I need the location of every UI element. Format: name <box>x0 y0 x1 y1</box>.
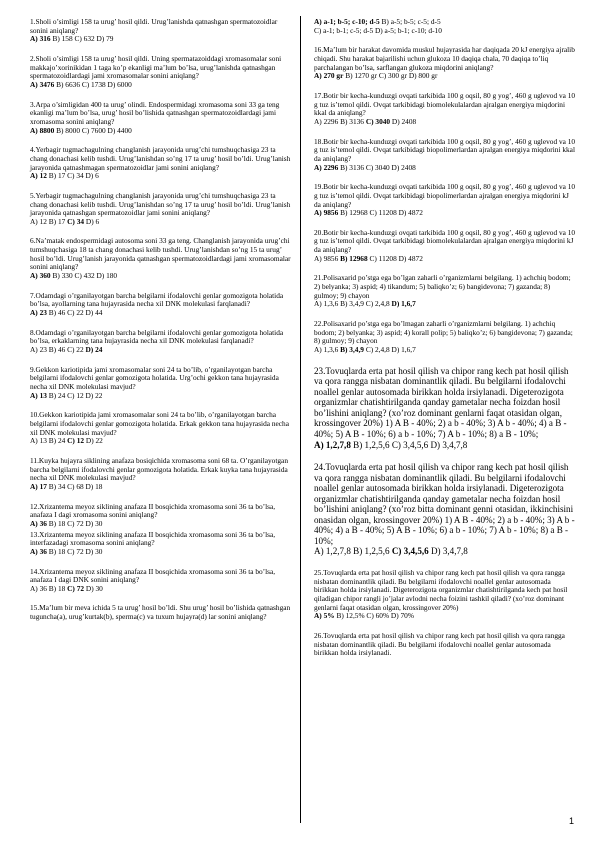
correct-answer: B) 12968 <box>340 253 368 263</box>
answer-option-text: A) 1,2,7,8 B) 1,2,5,6 <box>314 546 392 557</box>
correct-answer: D) 1,6,7 <box>391 299 416 309</box>
question-block <box>314 320 576 355</box>
answer-option-text: B) 8000 C) 7600 D) 4400 <box>54 125 132 135</box>
answer-option-text: A) 2296 B) 3136 <box>314 116 366 126</box>
answer-option-text: A) 9856 <box>314 253 341 263</box>
question-text: 24.Tovuqlarda erta pat hosil qilish va chipor rang kech pat hosil qilish va qora rangga nisbatan dominantlik qiladi. Bu belgilarni ifodalovchi noallel genlar autosomada birikkan holda irsiylanadi. Digeterozigota organizmlar chatishtirilganda qanday gametalar necha foizdan hosil bo’lishini aniqlang? (xo’roz bitta dominant genni otasidan, ikkinchisini onasidan olgan, krossingover 20%) 1) A B - 40%; 2) a b - 40%; 3) A b - 40%; 4) a B - 40%; 5) A B - 10%; 6) a b - 10%; 7) A b - 10%; 8) a B - 10%; <box>314 462 575 546</box>
correct-answer: A) 9856 <box>314 208 339 218</box>
question-text: 16.Ma’lum bir harakat davomida muskul hujayrasida har daqiqada 20 kJ energiya ajralib chiqadi. Shu harakat bajarilishi uchun glukoza 10 daqiqa chala, 70 daqiqa to’liq parchalangan bo’lsa, sarflangan glukoza miqdorini aniqlang? <box>314 45 575 72</box>
correct-answer: B) 3,4,9 <box>340 345 364 355</box>
question-text: 12.Xrizantema meyoz siklining anafaza II bosqichida xromasoma soni 36 ta bo’lsa, anafaza I dagi xromasoma sonini aniqlang? <box>30 501 276 520</box>
page-number: 1 <box>568 816 574 826</box>
question-block <box>30 568 292 594</box>
answer-option-text: B) 6636 C) 1738 D) 6000 <box>54 79 132 89</box>
answer-options <box>30 392 292 401</box>
answer-option-text: B) 18 C) 72 D) 30 <box>46 518 103 528</box>
answer-option-text: B) 3136 C) 3040 D) 2408 <box>338 162 416 172</box>
answer-option-text: A) 1,3,6 <box>314 345 341 355</box>
question-block <box>314 569 576 621</box>
correct-answer: A) 36 <box>30 518 47 528</box>
answer-option-text: B) 24 C) 12 D) 22 <box>46 390 103 400</box>
question-text: 13.Xrizantema meyoz siklining anafaza II bosqichida xromasoma soni 36 ta bo’lsa, interfazadagi xromasoma sonini aniqlang? <box>30 529 276 548</box>
answer-options <box>314 255 576 264</box>
question-text: 23.Tovuqlarda erta pat hosil qilish va chipor rang kech pat hosil qilish va qora rangga nisbatan dominantlik qiladi. Bu belgilarni ifodalovchi noallel genlar autosomada birikkan holda irsiylanadi. Digeterozigota organizmlar chatishtirilganda qanday gametalar necha foizdan hosil bo’lishini aniqlang? (xo’roz dominant genlarni faqat otasidan olgan, krossingover 20%) 1) A B - 40%; 2) a b - 40%; 3) A b - 40%; 4) a B - 40%; 5) A B - 10%; 6) a b - 10%; 7) A b - 10%; 8) a B - 10%; <box>314 365 569 439</box>
question-text: 17.Botir bir kecha-kunduzgi ovqati tarkibida 100 g oqsil, 80 g yog’, 460 g uglevod va 10 g tuz is’temol qildi. Ovqat tarkibidagi biomolekulalardan ajralgan energiya miqdorini kkal da aniqlang? <box>314 90 576 118</box>
correct-answer: A) 17 <box>30 481 47 491</box>
answer-options <box>30 483 292 492</box>
correct-answer: C) 72 <box>67 583 85 593</box>
correct-answer: A) 3476 <box>30 79 55 89</box>
question-text: 5.Yerbagir tugmachagulning changlanish jarayonida urug’chi tumshuqchasiga 23 ta chang donachasi kelib tushdi. Urug’lanishdan so’ng 17 ta urug’ hosil bo’ldi. Urug’lanish jarayonida qatnashgan spermatozoidlar jami sonini aniqlang? <box>30 190 291 218</box>
correct-answer: A) 36 <box>30 546 47 556</box>
answer-options <box>314 346 576 355</box>
question-text: 6.Na’matak endospermidagi autosoma soni 33 ga teng. Changlanish jarayonida urug’chi tumshuqchasiga 18 ta chang donachasi kelib tushdi. Urug’lanishdan so’ng 15 ta urug’ hosil bo’ldi. Urug’lanish jarayonida qatnashgan spermatozoidlardagi jami xromasomalar sonini aniqlang? <box>30 236 291 272</box>
answer-options <box>314 546 576 557</box>
question-text: 4.Yerbagir tugmachagulning changlanish jarayonida urug’chi tumshuqchasiga 23 ta chang donachasi kelib tushdi. Urug’lanishdan so’ng 17 ta urug’ hosil bo’ldi. Urug’lanish jarayonida qatnashmagan spermatozoidlar jami sonini aniqlang? <box>30 145 291 172</box>
correct-answer: A) 23 <box>30 308 47 318</box>
answer-option-text: D) 22 <box>84 436 103 446</box>
answer-option-text: B) 18 C) 72 D) 30 <box>46 546 103 556</box>
correct-answer: C) 3040 <box>365 116 391 126</box>
answer-option-text: A) 36 B) 18 <box>30 583 68 593</box>
correct-answer: C) 3,4,5,6 <box>391 546 429 557</box>
question-block <box>314 632 576 658</box>
question-block <box>30 604 292 621</box>
correct-answer: C) 34 <box>67 216 85 226</box>
question-block <box>30 366 292 401</box>
answer-options <box>314 118 576 127</box>
question-text: 15.Ma’lum bir meva ichida 5 ta urug’ hosil bo’ldi. Shu urug’ hosil bo’lishida qatnashgan tuguncha(a), urug’kurtak(b), sperma(c) va tuxum hujayra(d) lar sonini aniqlang? <box>30 603 291 622</box>
answer-options <box>30 81 292 90</box>
answer-options <box>30 272 292 281</box>
answer-option-text: C) 2,4,8 D) 1,6,7 <box>363 345 416 355</box>
question-text: 1.Sholi o’simligi 158 ta urug’ hosil qildi. Urug’lanishda qatnashgan spermatozoidlar sonini aniqlang? <box>30 17 278 35</box>
question-text: 7.Odamdagi o’rganilayotgan barcha belgilarni ifodalovchi genlar gomozigota holatida bo’lsa, ayollarning tana hujayrasida necha xil DNK molekulasi farqlanadi? <box>30 290 284 309</box>
correct-answer: A) 360 <box>30 271 51 281</box>
correct-answer: D) 24 <box>85 345 103 355</box>
question-block <box>30 329 292 355</box>
correct-answer: A) 13 <box>30 390 47 400</box>
answer-options <box>30 35 292 44</box>
answer-option-text: B) 1,2,5,6 C) 3,4,5,6 D) 3,4,7,8 <box>350 439 468 450</box>
question-block <box>314 138 576 173</box>
question-block <box>30 101 292 136</box>
question-text: 21.Polisaxarid po’stga ega bo’lgan zaharli o’rganizmlarni belgilang. 1) achchiq bodom; 2) belyanka; 3) aspid; 4) tikandum; 5) baliqko’z; 6) bangidevona; 7) gazanda; 8) gulmoy; 9) chayon <box>314 273 571 300</box>
question-text: 25.Tovuqlarda erta pat hosil qilish va chipor rang kech pat hosil qilish va qora rangga nisbatan dominantlik qiladi. Bu belgilarni ifodalovchi noallel genlar autosomada birikkan holda irsiylanadi. Digeterozigota organizmlar chatishtirilganda kech pat hosil qiladigan chipor rangli jo’jalar avlodni necha foizini tashkil qiladi? (xo’roz dominant genlarni faqat otasidan olgan, krossingover 20%) <box>314 567 568 612</box>
answer-option-text: B) a-5; b-5; c-5; d-5 <box>379 17 441 26</box>
column-divider <box>300 16 301 823</box>
question-text: 2.Sholi o’simligi 158 ta urug’ hosil qildi. Uning spermatazoiddagi xromasomalar soni makkajo’xorinikidan 1 taga ko’p ekanligi ma’lum bo’lsa, urug’lanishda qatnashgan spermatozoidlardagi jami xromasomalar sonini aniqlang? <box>30 53 282 81</box>
question-block <box>314 18 576 35</box>
correct-answer: A) 316 <box>30 34 51 44</box>
answer-option-text: A) 23 B) 46 C) 22 <box>30 345 86 355</box>
question-block <box>30 292 292 318</box>
question-block <box>30 457 292 492</box>
question-text: 19.Botir bir kecha-kunduzgi ovqati tarkibida 100 g oqsil, 80 g yog’, 460 g uglevod va 10 g tuz is’temol qildi. Ovqat tarkibidagi biopolimerlardan ajralgan energiya miqdorini kJ da aniqlang? <box>314 182 576 209</box>
question-block <box>314 274 576 309</box>
correct-answer: A) 1,2,7,8 <box>314 439 351 450</box>
question-block <box>314 366 576 450</box>
question-text: 8.Odamdagi o’rganilayotgan barcha belgilarni ifodalovchi genlar gomozigota holatida bo’lsa, erkaklarning tana hujayrasida necha xil DNK molekulasi farqlanadi? <box>30 327 284 346</box>
answer-option-text: D) 3,4,7,8 <box>428 546 468 557</box>
left-column <box>30 18 292 633</box>
answer-option-text: B) 34 C) 68 D) 18 <box>46 481 103 491</box>
correct-answer: A) 2296 <box>314 162 339 172</box>
answer-option-text: B) 12,5% C) 60% D) 70% <box>334 611 414 621</box>
answer-option-text: B) 330 C) 432 D) 180 <box>50 271 118 281</box>
question-text: 10.Gekkon kariotipida jami xromasomalar soni 24 ta bo’lib, o’rganilayotgan barcha belgilarni ifodalovchi genlar gomozigota holatida. Erkak gekkon tana hujayrasida necha xil DNK molekulasi mavjud? <box>30 410 289 437</box>
correct-answer: A) 12 <box>30 171 47 181</box>
answer-options <box>314 612 576 621</box>
answer-options <box>314 440 576 451</box>
question-text: 14.Xrizantema meyoz siklining anafaza II bosqichida xromasoma soni 36 ta bo’lsa, anafaza I dagi DNK sonini aniqlang? <box>30 566 276 585</box>
answer-options <box>30 585 292 594</box>
question-text: 20.Botir bir kecha-kunduzgi ovqati tarkibida 100 g oqsil, 80 g yog’, 460 g uglevod va 10 g tuz is’temol qildi. Ovqat tarkibidagi biomolekulalardan ajralgan energiya miqdorini kJ da aniqlang? <box>314 227 576 255</box>
answer-option-text: D) 30 <box>84 583 103 593</box>
answer-options <box>30 437 292 446</box>
answer-options <box>30 520 292 529</box>
question-block <box>30 55 292 90</box>
question-block <box>314 92 576 127</box>
question-block <box>30 531 292 557</box>
correct-answer: C) 12 <box>67 436 85 446</box>
answer-option-text: A) 1,3,6 B) 3,4,9 C) 2,4,8 <box>314 299 392 309</box>
answer-options <box>30 309 292 318</box>
question-block <box>314 229 576 264</box>
answer-option-text: D) 6 <box>84 216 100 226</box>
answer-option-text: B) 1270 gr C) 300 gr D) 800 gr <box>343 71 438 81</box>
question-block <box>30 146 292 181</box>
question-text: 9.Gekkon kariotipida jami xromasomalar soni 24 ta bo’lib, o’rganilayotgan barcha belgilarni ifodalovchi genlar gomozigota holatida. Urg’ochi gekkon tana hujayrasida necha xil DNK molekulasi mavjud? <box>30 364 279 391</box>
question-text: 22.Polisaxarid po’stga ega bo’lmagan zaharli o’rganizmlarni belgilang. 1) achchiq bodom; 2) belyanka; 3) aspid; 4) korall polip; 5) baliqko’z; 6) bangidevona; 7) gazanda; 8) gulmoy; 9) chayon <box>314 319 573 346</box>
answer-option-text: A) 13 B) 24 <box>30 436 68 446</box>
answer-options <box>314 72 576 81</box>
answer-option-text: C) a-1; b-1; c-5; d-5 D) a-5; b-1; c-10; d-10 <box>314 25 442 35</box>
answer-option-text: D) 2408 <box>390 116 417 126</box>
question-block <box>314 183 576 218</box>
question-text: 11.Kuyka hujayra siklining anafaza bosiqichida xromasoma soni 68 ta. O’rganilayotgan barcha belgilarni ifodalovchi genlar gomozigota holatida. Erkak kuyka tana hujayrasida necha xil DNK molekulasi mavjud? <box>30 455 288 483</box>
answer-options <box>30 548 292 557</box>
correct-answer: A) 5% <box>314 611 335 621</box>
correct-answer: A) 270 gr <box>314 71 344 81</box>
right-column <box>314 18 576 669</box>
answer-option-text: B) 158 C) 632 D) 79 <box>50 34 114 44</box>
question-block <box>30 18 292 44</box>
answer-options <box>314 209 576 218</box>
question-block <box>30 411 292 446</box>
answer-options <box>30 218 292 227</box>
question-block <box>314 46 576 81</box>
question-text: 3.Arpa o’simligidan 400 ta urug’ olindi. Endospermidagi xromasoma soni 33 ga teng ekanligi ma’lum bo’lsa, urug’ hosil bo’lishida qatnashgan spermatozoidlardagi jami xromasoma sonini aniqlang? <box>30 99 280 126</box>
question-block <box>314 462 576 557</box>
answer-option-text: B) 12968 C) 11208 D) 4872 <box>338 208 423 218</box>
answer-options <box>30 172 292 181</box>
question-text: 18.Botir bir kecha-kunduzgi ovqati tarkibida 100 g oqsil, 80 g yog’, 460 g uglevod va 10 g tuz is’temol qildi. Ovqat tarkibidagi biopolimerlardan ajralgan energiya miqdorini kkal da aniqlang? <box>314 136 576 163</box>
question-text: 26.Tovuqlarda erta pat hosil qilish va chipor rang kech pat hosil qilish va qora rangga nisbatan dominantlik qiladi. Bu belgilarni ifodalovchi noallel genlar autosomada birikkan holda irsiylanadi. <box>314 630 565 658</box>
answer-option-text: A) 12 B) 17 <box>30 216 68 226</box>
question-block <box>30 503 292 529</box>
question-block <box>30 237 292 280</box>
answer-options <box>314 27 576 36</box>
answer-option-text: B) 17 C) 34 D) 6 <box>46 171 99 181</box>
answer-options <box>314 164 576 173</box>
question-block <box>30 192 292 227</box>
answer-options <box>30 127 292 136</box>
answer-option-text: B) 46 C) 22 D) 44 <box>46 308 103 318</box>
answer-options <box>30 346 292 355</box>
answer-options <box>314 300 576 309</box>
correct-answer: A) 8800 <box>30 125 55 135</box>
answer-option-text: C) 11208 D) 4872 <box>367 253 423 263</box>
correct-answer: A) a-1; b-5; c-10; d-5 <box>314 17 380 26</box>
